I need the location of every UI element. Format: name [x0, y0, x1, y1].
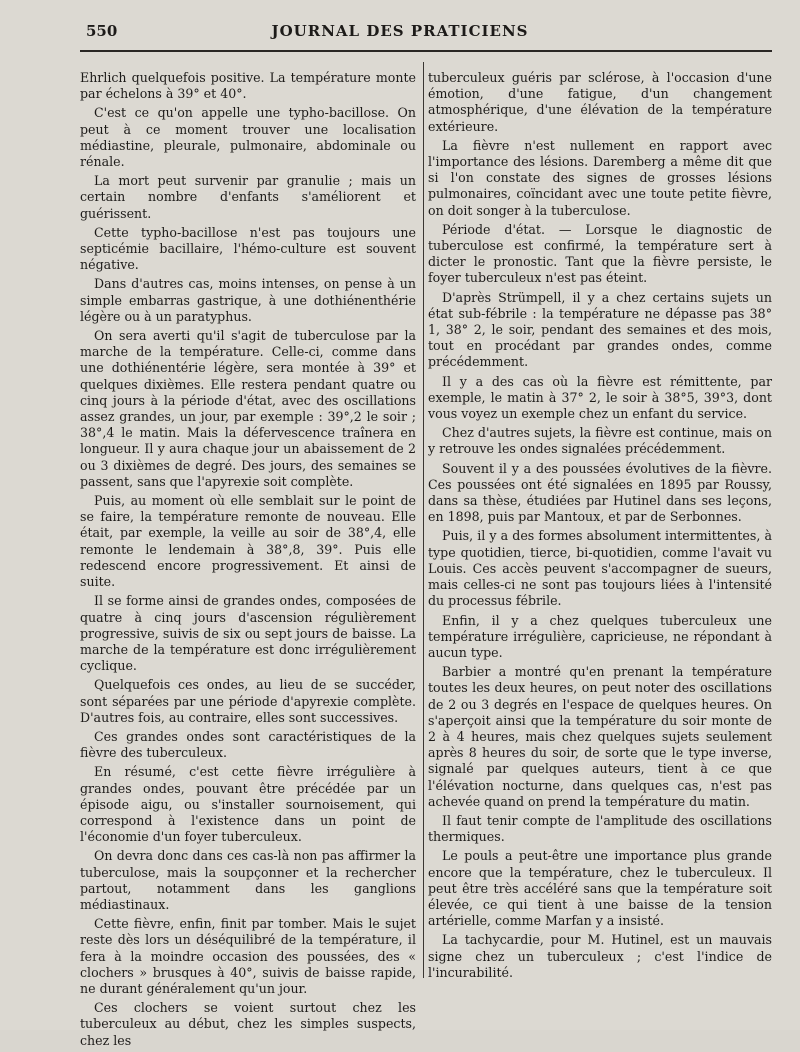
paragraph: Ces grandes ondes sont caractéristiques de la fièvre des tuberculeux.	[80, 728, 416, 761]
paragraph: Cette fièvre, enfin, finit par tomber. Mais le sujet reste dès lors un déséquilibré de la température, il fera à la moindre occasion des poussées, des « clochers » brusques à 40°, suivis de baisse rapide, ne durant généralement qu'un jour.	[80, 916, 416, 996]
page-number: 550	[86, 22, 118, 40]
paragraph: Dans d'autres cas, moins intenses, on pense à un simple embarras gastrique, à une dothiénenthérie légère ou à un paratyphus.	[80, 276, 416, 324]
paragraph: tuberculeux guéris par sclérose, à l'occasion d'une émotion, d'une fatigue, d'un changement atmosphérique, d'une élévation de la température extérieure.	[428, 70, 772, 134]
paragraph: Il faut tenir compte de l'amplitude des oscillations thermiques.	[428, 812, 772, 845]
paragraph: Enfin, il y a chez quelques tuberculeux une température irrégulière, capricieuse, ne répondant à aucun type.	[428, 612, 772, 660]
paragraph: Puis, il y a des formes absolument intermittentes, à type quotidien, tierce, bi-quotidien, comme l'avait vu Louis. Ces accès peuvent s'accompagner de sueurs, mais celles-ci ne sont pas toujours liées à l'intensité du processus fébrile.	[428, 528, 772, 609]
running-title: JOURNAL DES PRATICIENS	[271, 22, 529, 40]
paragraph: Période d'état. — Lorsque le diagnostic de tuberculose est confirmé, la température sert à dicter le pronostic. Tant que la fièvre persiste, le foyer tuberculeux n'est pas éteint.	[428, 221, 772, 286]
paragraph: Souvent il y a des poussées évolutives de la fièvre. Ces poussées ont été signalées en 1895 par Roussy, dans sa thèse, étudiées par Hutinel dans ses leçons, en 1898, puis par Mantoux, et par de Serbonnes.	[428, 460, 772, 525]
page-header	[0, 22, 800, 52]
paragraph: Il y a des cas où la fièvre est rémittente, par exemple, le matin à 37° 2, le soir à 38°5, 39°3, dont vous voyez un exemple chez un enfant du service.	[428, 373, 772, 422]
paragraph: Quelquefois ces ondes, au lieu de se succéder, sont séparées par une période d'apyrexie complète. D'autres fois, au contraire, elles sont successives.	[80, 677, 416, 725]
left-column	[80, 70, 416, 1052]
paragraph: Ehrlich quelquefois positive. La température monte par échelons à 39° et 40°.	[80, 70, 416, 102]
paragraph: La mort peut survenir par granulie ; mais un certain nombre d'enfants s'améliorent et guérissent.	[80, 173, 416, 221]
paragraph: En résumé, c'est cette fièvre irrégulière à grandes ondes, pouvant être précédée par un épisode aigu, ou s'installer sournoisement, qui correspond à l'existence dans un point de l'économie d'un foyer tuberculeux.	[80, 764, 416, 845]
paragraph: Il se forme ainsi de grandes ondes, composées de quatre à cinq jours d'ascension régulièrement progressive, suivis de six ou sept jours de baisse. La marche de la température est donc irrégulièrement cyclique.	[80, 593, 416, 674]
paragraph: D'après Strümpell, il y a chez certains sujets un état sub-fébrile : la température ne dépasse pas 38° 1, 38° 2, le soir, pendant des semaines et des mois, tout en procédant par grandes ondes, comme précédemment.	[428, 289, 772, 370]
paragraph: Barbier a montré qu'en prenant la température toutes les deux heures, on peut noter des oscillations de 2 ou 3 degrés en l'espace de quelques heures. On s'aperçoit ainsi que la température du soir monte de 2 à 4 heures, mais chez quelques sujets seulement après 8 heures du soir, de sorte que le type inverse, signalé par quelques auteurs, tient à ce que l'élévation nocturne, dans quelques cas, n'est pas achevée quand on prend la température du matin.	[428, 664, 772, 809]
paragraph: Ces clochers se voient surtout chez les tuberculeux au début, chez les simples suspects, chez les	[80, 1000, 416, 1048]
paragraph: La fièvre n'est nullement en rapport avec l'importance des lésions. Daremberg a même dit que si l'on constate des signes de grosses lésions pulmonaires, coïncidant avec une toute petite fièvre, on doit songer à la tuberculose.	[428, 137, 772, 218]
paragraph: C'est ce qu'on appelle une typho-bacillose. On peut à ce moment trouver une localisation médiastine, pleurale, pulmonaire, abdominale ou rénale.	[80, 105, 416, 170]
column-divider	[423, 62, 424, 978]
paragraph: Le pouls a peut-être une importance plus grande encore que la température, chez le tuberculeux. Il peut être très accéléré sans que la température soit élevée, ce qui tient à une baisse de la tension artérielle, comme Marfan y a insisté.	[428, 848, 772, 929]
paragraph: Cette typho-bacillose n'est pas toujours une septicémie bacillaire, l'hémo-culture est souvent négative.	[80, 224, 416, 273]
paragraph: Chez d'autres sujets, la fièvre est continue, mais on y retrouve les ondes signalées précédemment.	[428, 425, 772, 457]
paragraph: On devra donc dans ces cas-là non pas affirmer la tuberculose, mais la soupçonner et la rechercher partout, notamment dans les ganglions médiastinaux.	[80, 848, 416, 912]
paragraph: Puis, au moment où elle semblait sur le point de se faire, la température remonte de nouveau. Elle était, par exemple, la veille au soir de 38°,4, elle remonte le lendemain à 38°,8, 39°. Puis elle redescend encore progressivement. Et ainsi de suite.	[80, 493, 416, 590]
right-column	[428, 70, 772, 984]
paragraph: On sera averti qu'il s'agit de tuberculose par la marche de la température. Celle-ci, comme dans une dothiénentérie légère, sera montée à 39° et quelques dixièmes. Elle restera pendant quatre ou cinq jours à la période d'état, avec des oscillations assez grandes, un jour, par exemple : 39°,2 le soir ; 38°,4 le matin. Mais la défervescence traînera en longueur. Il y aura chaque jour un abaissement de 2 ou 3 dixièmes de degré. Des jours, des semaines se passent, sans que l'apyrexie soit complète.	[80, 328, 416, 489]
paragraph: La tachycardie, pour M. Hutinel, est un mauvais signe chez un tuberculeux ; c'est l'indice de l'incurabilité.	[428, 932, 772, 980]
header-rule	[80, 50, 772, 52]
